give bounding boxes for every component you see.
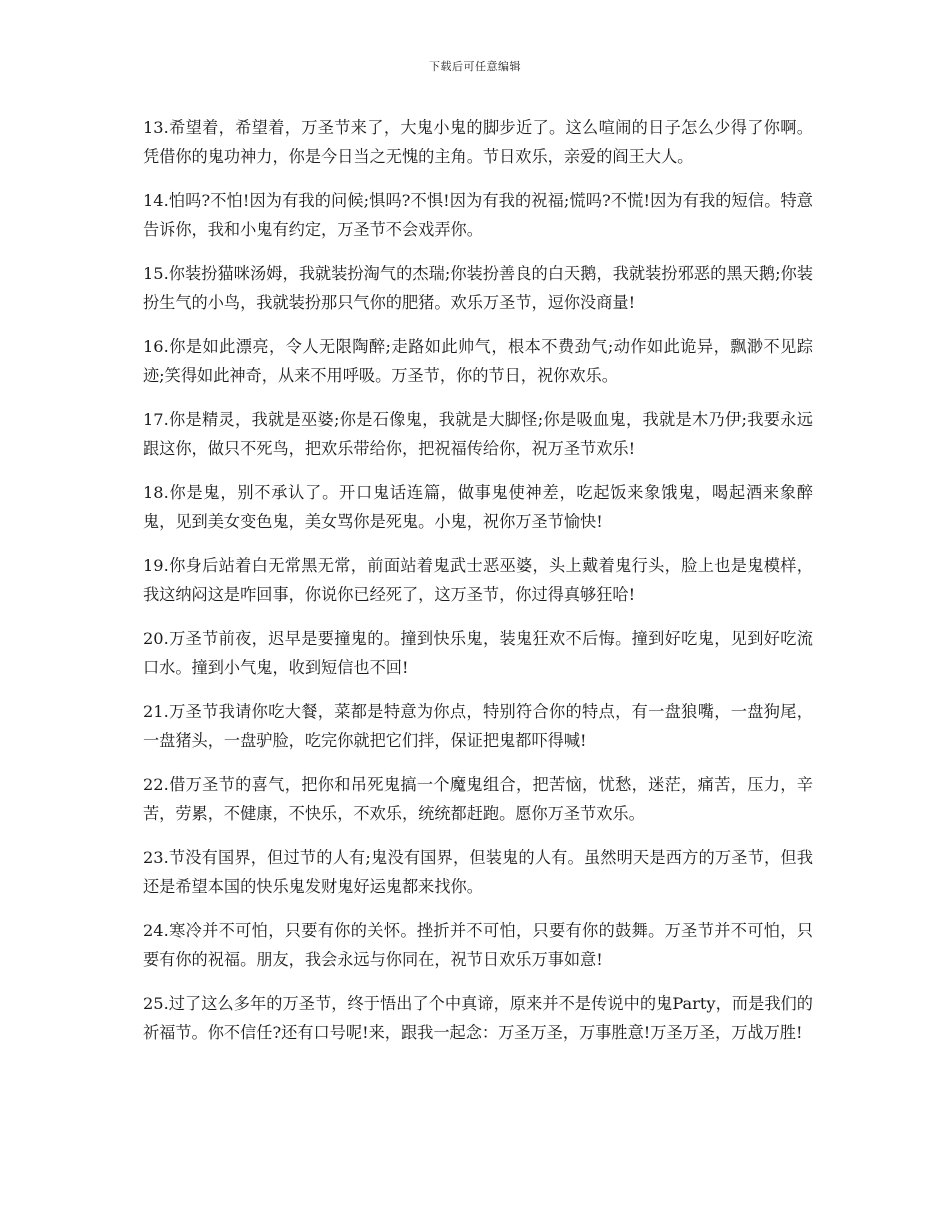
paragraph-16: 16.你是如此漂亮，令人无限陶醉;走路如此帅气，根本不费劲气;动作如此诡异，飘渺不见踪迹;笑得如此神奇，从来不用呼吸。万圣节，你的节日，祝你欢乐。 <box>143 337 813 385</box>
paragraph-17: 17.你是精灵，我就是巫婆;你是石像鬼，我就是大脚怪;你是吸血鬼，我就是木乃伊;我要永远跟这你，做只不死鸟，把欢乐带给你，把祝福传给你，祝万圣节欢乐! <box>143 410 813 458</box>
paragraph-23: 23.节没有国界，但过节的人有;鬼没有国界，但装鬼的人有。虽然明天是西方的万圣节，但我还是希望本国的快乐鬼发财鬼好运鬼都来找你。 <box>143 848 813 896</box>
paragraph-24: 24.寒冷并不可怕，只要有你的关怀。挫折并不可怕，只要有你的鼓舞。万圣节并不可怕，只要有你的祝福。朋友，我会永远与你同在，祝节日欢乐万事如意! <box>143 921 813 969</box>
page-header: 下载后可任意编辑 <box>429 60 521 73</box>
paragraph-20: 20.万圣节前夜，迟早是要撞鬼的。撞到快乐鬼，装鬼狂欢不后悔。撞到好吃鬼，见到好吃流口水。撞到小气鬼，收到短信也不回! <box>143 629 813 677</box>
paragraph-18: 18.你是鬼，别不承认了。开口鬼话连篇，做事鬼使神差，吃起饭来象饿鬼，喝起酒来象醉鬼，见到美女变色鬼，美女骂你是死鬼。小鬼，祝你万圣节愉快! <box>143 483 813 531</box>
paragraph-19: 19.你身后站着白无常黑无常，前面站着鬼武士恶巫婆，头上戴着鬼行头，脸上也是鬼模样，我这纳闷这是咋回事，你说你已经死了，这万圣节，你过得真够狂哈! <box>143 556 813 604</box>
paragraph-13: 13.希望着，希望着，万圣节来了，大鬼小鬼的脚步近了。这么喧闹的日子怎么少得了你啊。凭借你的鬼功神力，你是今日当之无愧的主角。节日欢乐，亲爱的阎王大人。 <box>143 118 813 166</box>
paragraph-22: 22.借万圣节的喜气，把你和吊死鬼搞一个魔鬼组合，把苦恼，忧愁，迷茫，痛苦，压力，辛苦，劳累，不健康，不快乐，不欢乐，统统都赶跑。愿你万圣节欢乐。 <box>143 775 813 823</box>
document-body <box>143 113 813 1062</box>
paragraph-15: 15.你装扮猫咪汤姆，我就装扮淘气的杰瑞;你装扮善良的白天鹅，我就装扮邪恶的黑天鹅;你装扮生气的小鸟，我就装扮那只气你的肥猪。欢乐万圣节，逗你没商量! <box>143 264 813 312</box>
paragraph-25: 25.过了这么多年的万圣节，终于悟出了个中真谛，原来并不是传说中的鬼Party，而是我们的祈福节。你不信任?还有口号呢!来，跟我一起念：万圣万圣，万事胜意!万圣万圣，万战万胜! <box>143 994 813 1042</box>
paragraph-14: 14.怕吗?不怕!因为有我的问候;惧吗?不惧!因为有我的祝福;慌吗?不慌!因为有我的短信。特意告诉你，我和小鬼有约定，万圣节不会戏弄你。 <box>143 191 813 239</box>
paragraph-21: 21.万圣节我请你吃大餐，菜都是特意为你点，特别符合你的特点，有一盘狼嘴，一盘狗尾，一盘猪头，一盘驴脸，吃完你就把它们拌，保证把鬼都吓得喊! <box>143 702 813 750</box>
